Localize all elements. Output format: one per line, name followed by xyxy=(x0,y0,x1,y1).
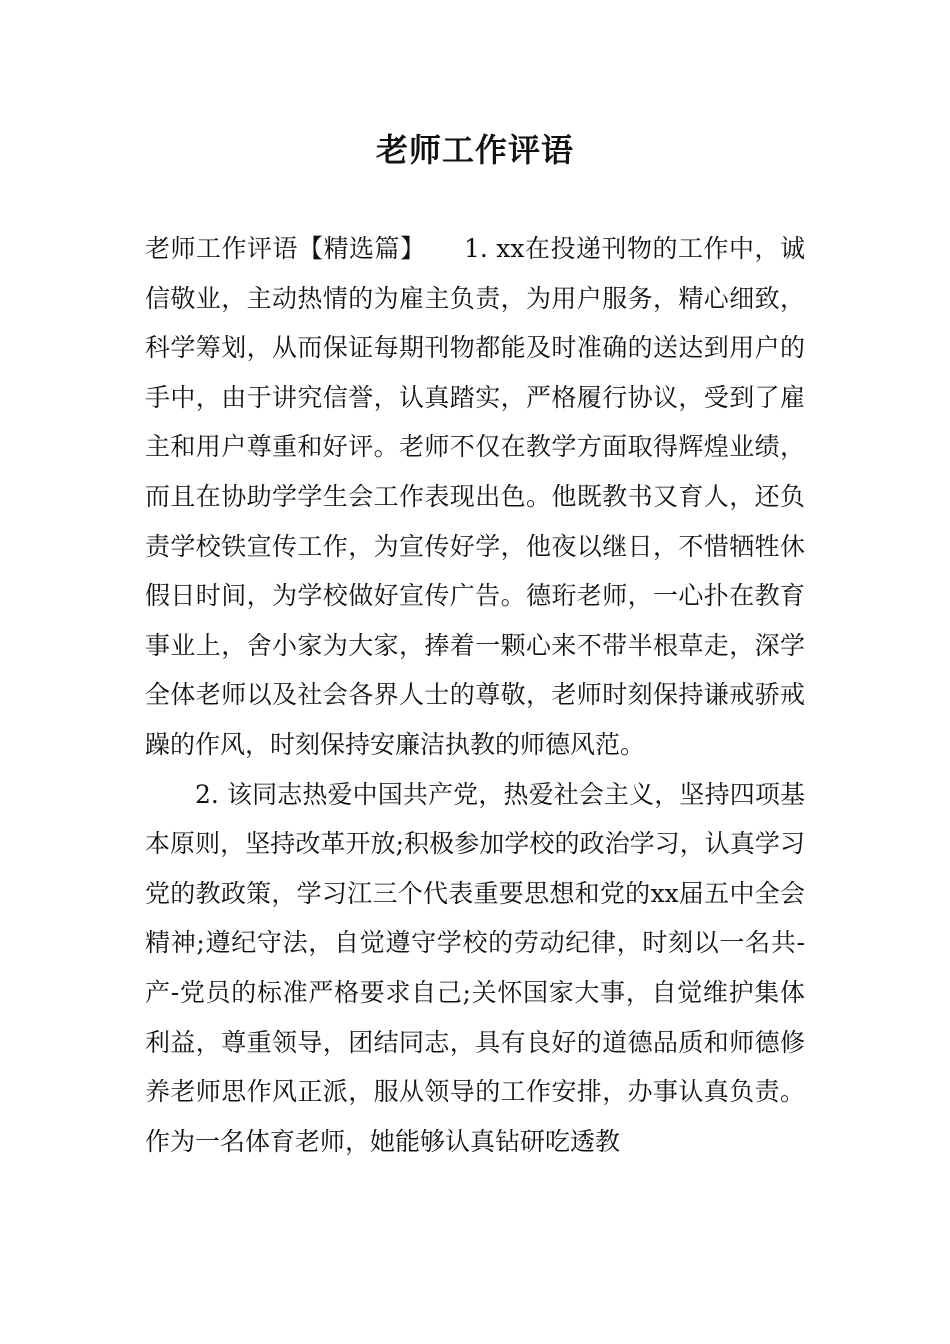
document-title: 老师工作评语 xyxy=(375,131,574,169)
paragraph-1: 老师工作评语【精选篇】 1. xx在投递刊物的工作中，诚信敬业，主动热情的为雇主负责，为用户服务，精心细致，科学筹划，从而保证每期刊物都能及时准确的送达到用户的手中，由于讲究信誉，认真踏实，严格履行协议，受到了雇主和用户尊重和好评。老师不仅在教学方面取得辉煌业绩，而且在协助学学生会工作表现出色。他既教书又育人，还负责学校铁宣传工作，为宣传好学，他夜以继日，不惜牺牲休假日时间，为学校做好宣传广告。德珩老师，一心扑在教育事业上，舍小家为大家，捧着一颗心来不带半根草走，深学全体老师以及社会各界人士的尊敬，老师时刻保持谦戒骄戒躁的作风，时刻保持安廉洁执教的师德风范。 xyxy=(145,234,805,759)
document-body xyxy=(145,224,805,1166)
paragraph-2: 2. 该同志热爱中国共产党，热爱社会主义，坚持四项基本原则，坚持改革开放;积极参加学校的政治学习，认真学习党的教政策，学习江三个代表重要思想和党的xx届五中全会精神;遵纪守法，自觉遵守学校的劳动纪律，时刻以一名共-产-党员的标准严格要求自己;关怀国家大事，自觉维护集体利益，尊重领导，团结同志，具有良好的道德品质和师德修养老师思作风正派，服从领导的工作安排，办事认真负责。作为一名体育老师，她能够认真钻研吃透教 xyxy=(145,779,805,1156)
